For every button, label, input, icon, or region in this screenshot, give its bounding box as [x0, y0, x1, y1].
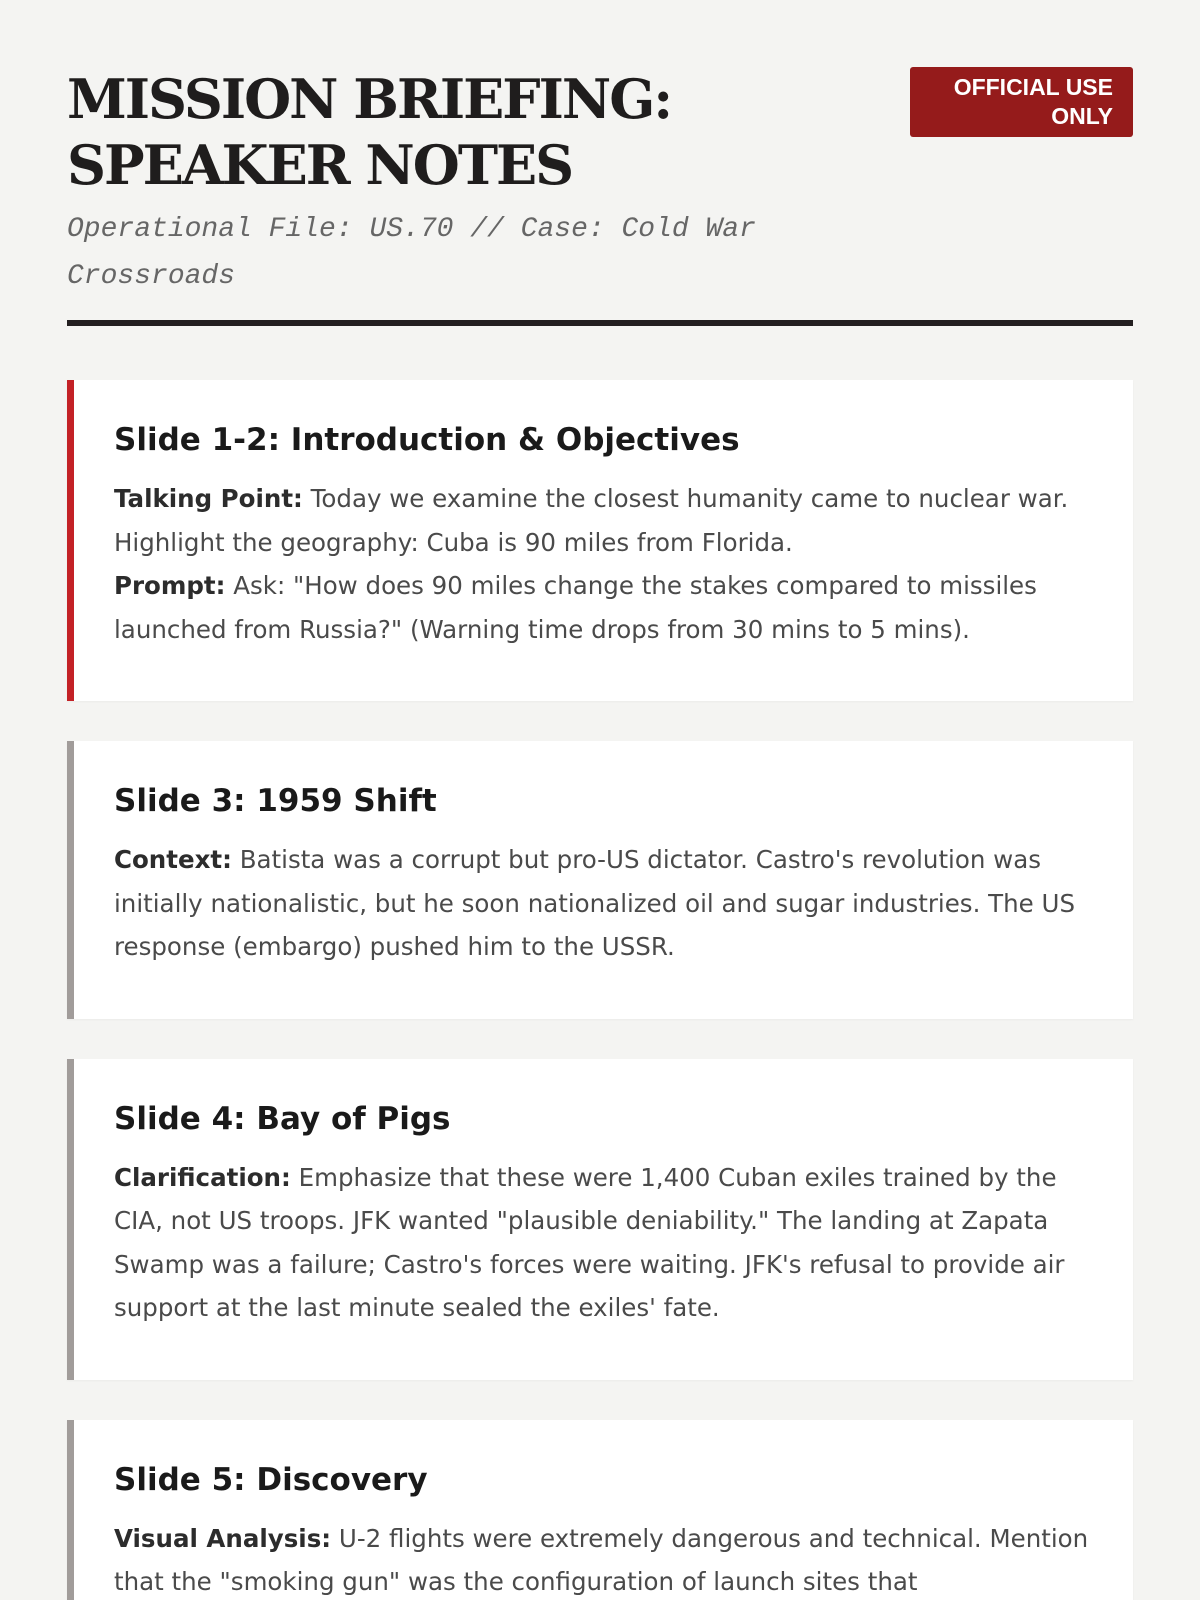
note-label: Context:: [114, 845, 232, 874]
note-text: Emphasize that these were 1,400 Cuban exiles trained by the CIA, not US troops. JFK wanted "plausible deniability." The landing at Zapata Swamp was a failure; Castro's forces were waiting. JFK's refusal to provide air support at the last minute sealed the exiles' fate.: [114, 1162, 1065, 1322]
classification-badge: OFFICIAL USE ONLY: [910, 67, 1133, 137]
note-title: Slide 3: 1959 Shift: [114, 783, 437, 819]
note-card-slide-3: [67, 741, 1133, 1019]
note-card-slide-4: [67, 1059, 1133, 1380]
note-label: Talking Point:: [114, 484, 303, 513]
note-title: Slide 4: Bay of Pigs: [114, 1100, 451, 1137]
note-text: U-2 flights were extremely dangerous and technical. Mention that the "smoking gun" was the configuration of launch sites that: [114, 1523, 1089, 1596]
note-paragraph: [114, 838, 1093, 969]
document-header: [67, 66, 1133, 300]
page-title: MISSION BRIEFING: SPEAKER NOTES: [67, 67, 672, 197]
page-subtitle: Operational File: US.70 // Case: Cold War Crossroads: [67, 214, 756, 292]
note-title: Slide 1-2: Introduction & Objectives: [114, 422, 740, 458]
note-label: Prompt:: [114, 571, 226, 600]
note-paragraph: [114, 564, 1093, 651]
note-text: Batista was a corrupt but pro-US dictator. Castro's revolution was initially nationalistic, but he soon nationalized oil and sugar industries. The US response (embargo) pushed him to the USSR.: [114, 845, 1075, 961]
note-paragraph: [114, 1156, 1093, 1330]
notes-list: [67, 380, 1133, 1600]
note-text: Today we examine the closest humanity came to nuclear war. Highlight the geography: Cuba is 90 miles from Florida.: [114, 484, 1069, 557]
note-label: Clarification:: [114, 1162, 291, 1192]
note-paragraph: [114, 477, 1093, 564]
note-text: Ask: "How does 90 miles change the stakes compared to missiles launched from Russia?" (Warning time drops from 30 mins to 5 mins).: [114, 571, 1037, 644]
note-title: Slide 5: Discovery: [114, 1461, 428, 1498]
note-card-slide-5: [67, 1420, 1133, 1600]
note-paragraph: [114, 1517, 1093, 1600]
note-card-slide-1-2: [67, 380, 1133, 701]
note-label: Visual Analysis:: [114, 1523, 332, 1553]
header-divider: [67, 320, 1133, 326]
